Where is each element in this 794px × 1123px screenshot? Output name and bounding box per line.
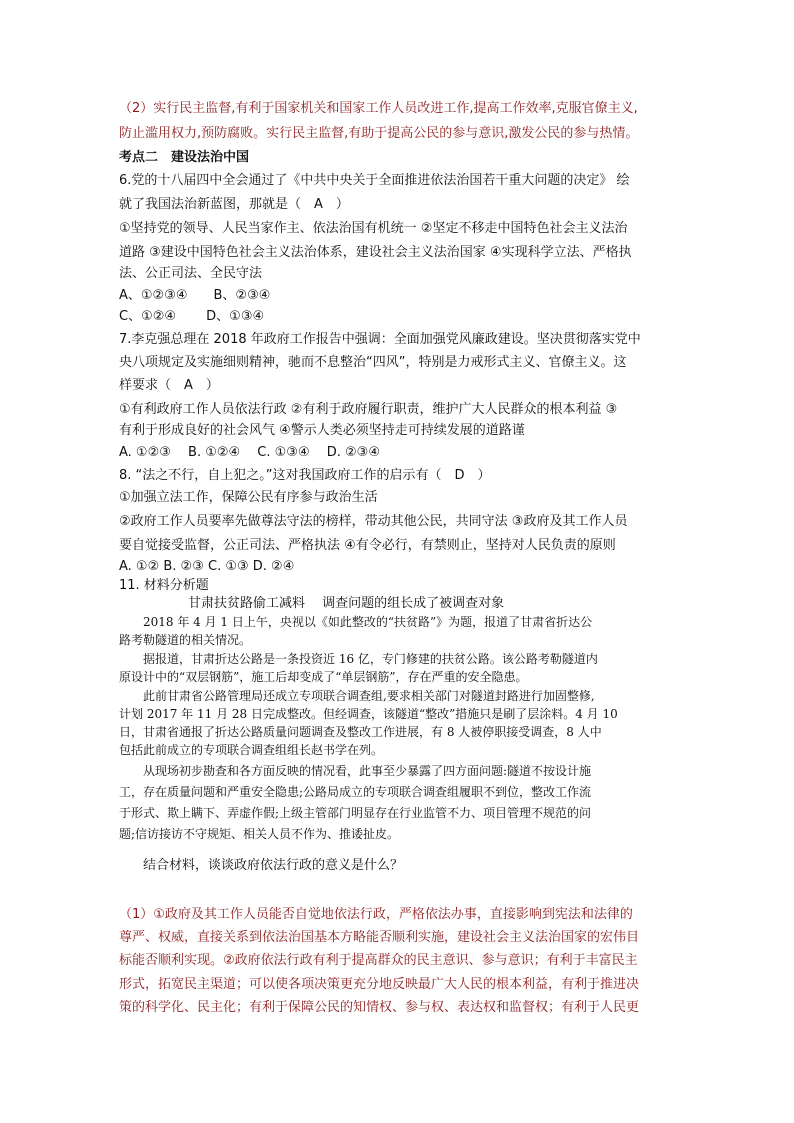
- article-paragraph: 包括此前成立的专项联合调查组组长赵书学在列。: [119, 743, 384, 757]
- answer-line: 尊严、权威，直接关系到依法治国基本方略能否顺利实施，建设社会主义法治国家的宏伟目: [119, 930, 640, 945]
- answer-line: （1）①政府及其工作人员能否自觉地依法行政，严格依法办事，直接影响到宪法和法律的: [119, 907, 633, 922]
- answer-line: 形式，拓宽民主渠道；可以使各项决策更充分地反映最广大人民的根本利益，有利于推进决: [119, 977, 640, 992]
- question-text: 6.党的十八届四中全会通过了《中共中央关于全面推进依法治国若干重大问题的决定》 绘: [119, 173, 630, 188]
- question-text: ①坚持党的领导、人民当家作主、依法治国有机统一 ②坚定不移走中国特色社会主义法治: [119, 221, 628, 236]
- article-paragraph: 计划 2017 年 11 月 28 日完成整改。但经调查，该隧道“整改”措施只是刷了层涂料。4 月 10: [119, 707, 618, 721]
- answer-line: 策的科学化、民主化；有利于保障公民的知情权、参与权、表达权和监督权；有利于人民更: [119, 1000, 640, 1015]
- question-text: 就了我国法治新蓝图，那就是（ A ）: [119, 197, 349, 212]
- answer-options: C、①②④ D、①③④: [119, 309, 265, 324]
- question-heading: 11. 材料分析题: [119, 578, 209, 593]
- article-title: 甘肃扶贫路偷工减料 调查问题的组长成了被调查对象: [188, 596, 505, 611]
- section-title: 考点二 建设法治中国: [119, 150, 250, 165]
- question-text: 法、公正司法、全民守法: [119, 266, 263, 281]
- question-text: 7.李克强总理在 2018 年政府工作报告中强调：全面加强党风廉政建设。坚决贯彻落实党中: [119, 332, 641, 347]
- question-text: 要自觉接受监督，公正司法、严格执法 ④有令必行，有禁则止，坚持对人民负责的原则: [119, 538, 616, 553]
- analysis-question: 结合材料，谈谈政府依法行政的意义是什么？: [143, 858, 404, 873]
- question-text: 有利于形成良好的社会风气 ④警示人类必须坚持走可持续发展的道路谨: [119, 423, 525, 438]
- article-paragraph: 2018 年 4 月 1 日上午，央视以《如此整改的“扶贫路”》为题，报道了甘肃省折达公: [143, 615, 593, 629]
- article-paragraph: 路考勒隧道的相关情况。: [119, 633, 252, 647]
- article-paragraph: 原设计中的“双层钢筋”，施工后却变成了“单层钢筋”，存在严重的安全隐患。: [119, 670, 528, 684]
- article-paragraph: 日，甘肃省通报了折达公路质量问题调查及整改工作进展，有 8 人被停职接受调查，8 人中: [119, 725, 602, 739]
- question-text: ①加强立法工作，保障公民有序参与政治生活: [119, 490, 378, 505]
- answer-options: A. ①②③ B. ①②④ C. ①③④ D. ②③④: [119, 445, 380, 460]
- answer-options: A. ①② B. ②③ C. ①③ D. ②④: [119, 559, 295, 574]
- answer-line: 标能否顺利实现。②政府依法行政有利于提高群众的民主意识、参与意识；有利于丰富民主: [119, 953, 638, 968]
- answer-options: A、①②③④ B、②③④: [119, 288, 271, 303]
- article-paragraph: 此前甘肃省公路管理局还成立专项联合调查组,要求相关部门对隧道封路进行加固整修,: [143, 689, 595, 703]
- question-text: ②政府工作人员要率先做尊法守法的榜样，带动其他公民，共同守法 ③政府及其工作人员: [119, 514, 628, 529]
- answer-line: 防止滥用权力,预防腐败。实行民主监督,有助于提高公民的参与意识,激发公民的参与热情。: [119, 126, 639, 141]
- article-paragraph: 题;信访接访不守规矩、相关人员不作为、推诿扯皮。: [119, 827, 400, 841]
- question-text: ①有利政府工作人员依法行政 ②有利于政府履行职责，维护广大人民群众的根本利益 ③: [119, 402, 618, 417]
- article-paragraph: 从现场初步勘查和各方面反映的情况看，此事至少暴露了四方面问题:隧道不按设计施: [143, 764, 592, 778]
- question-text: 央八项规定及实施细则精神，驰而不息整治“四风”，特别是力戒形式主义、官僚主义。这: [119, 355, 627, 370]
- article-paragraph: 工，存在质量问题和严重安全隐患;公路局成立的专项联合调查组履职不到位，整改工作流: [119, 785, 592, 799]
- article-paragraph: 于形式、欺上瞒下、弄虚作假;上级主管部门明显存在行业监管不力、项目管理不规范的问: [119, 806, 592, 820]
- answer-line: （2）实行民主监督,有利于国家机关和国家工作人员改进工作,提高工作效率,克服官僚主义,: [119, 101, 638, 116]
- question-text: 道路 ③建设中国特色社会主义法治体系，建设社会主义法治国家 ④实现科学立法、严格执: [119, 245, 632, 260]
- question-text: 8. “法之不行，自上犯之。”这对我国政府工作的启示有（ D ）: [119, 468, 491, 483]
- article-paragraph: 据报道，甘肃折达公路是一条投资近 16 亿，专门修建的扶贫公路。该公路考勒隧道内: [143, 652, 598, 666]
- question-text: 样要求（ A ）: [119, 378, 219, 393]
